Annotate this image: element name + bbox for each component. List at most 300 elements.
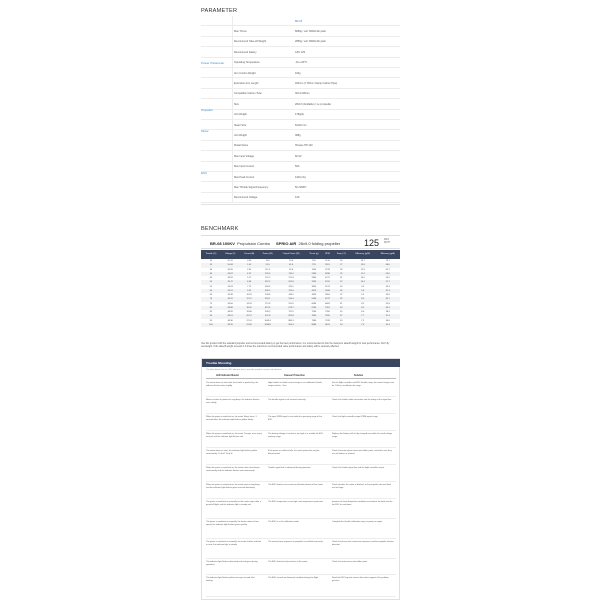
max-watt-unit (384, 239, 390, 245)
benchmark-cell: 618.7 (259, 297, 277, 301)
benchmark-cell: 7.5 (361, 319, 365, 322)
parameter-row (201, 78, 400, 88)
benchmark-cell: 48.69 (227, 311, 233, 314)
benchmark-cell: 50 (201, 280, 221, 284)
trouble-solution: Complete the throttle calibration steps or power on again. (332, 521, 383, 523)
trouble-solution: Read the ESC log and contact after-sales support if the problem persists. (332, 577, 389, 582)
benchmark-cell: 36.0 (385, 319, 390, 322)
benchmark-cell: 2.35 (247, 268, 252, 271)
benchmark-cell: 7.4 (350, 323, 375, 327)
benchmark-cell: 9.9 (361, 285, 365, 288)
benchmark-cell: 80 (201, 306, 221, 310)
benchmark-cell: 13.0 (265, 260, 270, 262)
parameter-value: -10~+50°C (295, 61, 308, 65)
parameter-value: 462mm (7.05mm Clamp Carbon Pipe) (295, 81, 338, 85)
benchmark-cell: 2330 (305, 272, 322, 276)
benchmark-cell: 190 (312, 260, 316, 262)
parameter-label: Max Peak Current (234, 175, 255, 179)
trouble-cause: The motor phase sequence or propeller is installed incorrectly. (268, 541, 323, 543)
benchmark-cell: 68.6 (375, 263, 400, 267)
benchmark-cell: 4271 (325, 277, 330, 280)
trouble-row (206, 448, 396, 465)
trouble-cause: Throttle signal lost or abnormal during operation. (268, 467, 312, 469)
benchmark-cell: 49 (340, 319, 343, 322)
benchmark-column-header: Temp (°C) (333, 250, 350, 259)
parameter-row (201, 151, 400, 161)
trouble-row (206, 499, 396, 519)
benchmark-column-header: Efficiency (g/A) (375, 250, 400, 259)
parameter-divider (232, 16, 233, 203)
benchmark-cell: 54.2 (385, 277, 390, 280)
parameter-label: Recommend Take-off Weight (234, 40, 267, 44)
benchmark-cell: 880.3 (288, 319, 294, 322)
benchmark-cell: 48.15 (221, 323, 240, 327)
trouble-cause: The ESC detected a phase loss of the motor. (268, 561, 308, 563)
benchmark-cell: 205.5 (259, 272, 277, 276)
benchmark-cell: 1134 (325, 260, 330, 262)
benchmark-cell: 35.4 (375, 323, 400, 327)
benchmark-cell: 7260 (311, 311, 317, 314)
benchmark-cell: 48.88 (221, 306, 240, 310)
trouble-cause: The ESC is in the calibration mode. (268, 521, 300, 523)
benchmark-cell: 6080 (311, 302, 317, 305)
benchmark-cell: 8080 (305, 323, 322, 327)
benchmark-cell: 28 (340, 268, 343, 271)
benchmark-cell: 43 (333, 306, 350, 310)
benchmark-cell: 316.2 (259, 280, 277, 284)
benchmark-cell: 26 (340, 260, 343, 262)
benchmark-header (201, 235, 400, 249)
benchmark-cell: 41.8 (385, 302, 390, 305)
benchmark-cell: 90 (201, 314, 221, 318)
benchmark-header-row (201, 250, 400, 259)
benchmark-cell: 10 (209, 260, 213, 262)
trouble-row (206, 397, 396, 414)
benchmark-note: Use this product with the standard propeller and recommended battery to get the best performance; it is recommended to limit the maximum takeoff weight for best performance. Don't fly overweight. If the takeoff weight exceeds 1.5 times the maximum recommended value performance and safety will be seriously affected. (201, 343, 390, 349)
benchmark-cell: 720 (305, 263, 322, 267)
benchmark-cell: 903.4 (277, 323, 306, 327)
benchmark-cell: 1098.8 (259, 323, 277, 327)
benchmark-cell: 52.6 (259, 263, 277, 267)
benchmark-cell: 70 (201, 297, 221, 301)
benchmark-cell: 9.22 (240, 289, 259, 293)
benchmark-cell: 822.8 (277, 314, 306, 318)
benchmark-cell: 0.26 (247, 260, 252, 262)
trouble-cause: The input PWM signal is not within the operating range of the ESC. (268, 416, 323, 421)
parameter-row (201, 99, 400, 109)
benchmark-cell: 49.3 (385, 285, 390, 288)
col-led-indicator: LED Indicator/Sound (216, 374, 239, 377)
benchmark-cell: 3836 (322, 272, 332, 276)
benchmark-cell: 29 (333, 272, 350, 276)
benchmark-cell: 3820 (311, 285, 317, 288)
benchmark-cell: 456.5 (259, 289, 277, 293)
benchmark-cell: 49.22 (221, 297, 240, 301)
trouble-indicator: When the power is switched on, the motor 'Tweeps' once every second, and the indicator light flashes red. (206, 433, 262, 438)
benchmark-cell: 7396 (325, 311, 330, 314)
benchmark-cell: 7.75 (247, 285, 252, 288)
trouble-row (206, 519, 396, 539)
col-solution: Solution (354, 374, 364, 377)
trouble-cause: The throttle signal is not received correctly. (268, 399, 306, 401)
benchmark-column-header: Thrust (g) (305, 250, 322, 259)
parameter-header-row (201, 16, 400, 26)
benchmark-column-header: Current (A) (240, 250, 259, 259)
trouble-solution: Check the throttle cable connection and the wiring of the signal line. (332, 399, 392, 401)
benchmark-cell: 14.53 (246, 302, 252, 305)
trouble-row (206, 559, 396, 575)
benchmark-column-header: RPM (322, 250, 332, 259)
benchmark-cell: 7.7 (350, 314, 375, 318)
parameter-value: 50~500Hz (295, 185, 307, 189)
benchmark-cell: 6700 (305, 306, 322, 310)
benchmark-cell: 5.17 (247, 277, 252, 280)
benchmark-cell: 38.9 (385, 311, 390, 314)
benchmark-cell: 50 (333, 323, 350, 327)
parameter-label: Compatible Carbon Tube (234, 92, 262, 96)
benchmark-cell: 514.4 (277, 297, 306, 301)
parameter-group-label: Motor (201, 128, 209, 133)
benchmark-cell: 85 (209, 311, 213, 314)
parameter-row (201, 47, 400, 57)
benchmark-cell: 591.0 (288, 302, 294, 305)
parameter-row (201, 110, 400, 120)
benchmark-body (201, 259, 400, 327)
benchmark-cell: 18.68 (246, 311, 252, 314)
parameter-value: 120A (3s) (295, 175, 306, 179)
benchmark-table (201, 250, 400, 327)
trouble-indicator: Motor not start on power-on, long beep, the indicator flashes once slowly. (206, 399, 260, 404)
parameter-value: 50A (295, 165, 300, 169)
benchmark-cell: 65 (209, 294, 213, 297)
benchmark-cell: 4370 (305, 289, 322, 293)
benchmark-cell: 379.0 (277, 289, 306, 293)
benchmark-cell: 117.5 (265, 268, 271, 271)
benchmark-cell: 1069.4 (264, 319, 271, 322)
propeller-name: SPRIO AIR (276, 240, 297, 246)
parameter-label: Operating Temperature (234, 61, 260, 65)
benchmark-cell: 712.8 (265, 302, 271, 305)
trouble-indicator: The motor does not start after the throttle is pushed up; the indicator flashes twice rapidly. (206, 382, 259, 387)
trouble-solution: Check the motor phase wires and solder joints, and make sure they are not broken or shorted. (332, 450, 392, 455)
parameter-group-label: Power Parameter (201, 61, 225, 66)
benchmark-cell: 4702 (322, 280, 332, 284)
benchmark-cell: 9.2 (361, 294, 365, 297)
trouble-row (206, 380, 396, 397)
parameter-value: 910g (295, 71, 301, 75)
parameter-row (201, 172, 400, 182)
benchmark-cell: 31 (340, 277, 343, 280)
benchmark-cell: 49.81 (227, 277, 233, 280)
benchmark-cell: 7980 (311, 319, 317, 322)
trouble-row (206, 431, 396, 448)
benchmark-cell: 37 (340, 294, 343, 297)
benchmark-cell: 40.3 (375, 306, 400, 310)
benchmark-cell: 41.6 (277, 263, 306, 267)
parameter-value: 30mm/28mm (295, 92, 310, 96)
benchmark-column-header: Output Power (W) (277, 250, 306, 259)
parameter-value: LiPo 12S (295, 50, 306, 54)
col-causes: Causes/ Protection (284, 374, 305, 377)
benchmark-cell: 6663 (325, 302, 330, 305)
parameter-label: Max Input Voltage (234, 154, 255, 158)
parameter-row (201, 120, 400, 130)
benchmark-cell: 11.4 (350, 272, 375, 276)
trouble-shooting-subtitle: The table below lists the LED indicator status, possible problem causes and solutions. (206, 369, 282, 371)
benchmark-cell: 533.8 (265, 294, 271, 297)
trouble-indicator: When the power is switched on, the motor emits short beeps continuously and the indicator flashes red continuously. (206, 467, 260, 472)
parameter-group-label: ESC (201, 170, 208, 175)
benchmark-cell: 37.4 (375, 314, 400, 318)
benchmark-cell: 32 (333, 280, 350, 284)
benchmark-cell: 5894 (325, 294, 330, 297)
benchmark-cell: 7699 (322, 314, 332, 318)
benchmark-cell: 444.5 (288, 294, 294, 297)
benchmark-cell: 49.63 (227, 285, 233, 288)
benchmark-cell: 55 (209, 285, 213, 288)
parameter-label: Max Input Current (234, 165, 255, 169)
parameter-value: 81x20 mm (295, 123, 307, 127)
trouble-indicator: The power is switched on normally; the motor shakes and fails to start; the indicator light is steady. (206, 541, 262, 546)
benchmark-cell: 3290 (305, 280, 322, 284)
benchmark-cell: 673.7 (277, 306, 306, 310)
trouble-solution: Check the motor wires and solder joints. (332, 561, 368, 563)
benchmark-cell: 5508 (322, 289, 332, 293)
parameter-value: 178g/2p (295, 113, 305, 117)
parameter-label: Max Thrust (234, 29, 247, 33)
benchmark-cell: 212.4 (288, 277, 294, 280)
benchmark-cell: 10.81 (246, 294, 252, 297)
benchmark-cell: 49.06 (227, 302, 233, 305)
benchmark-cell: 13.8 (350, 263, 375, 267)
trouble-cause: The battery voltage is too low or too high; it is outside the ESC working range. (268, 433, 324, 438)
parameter-bottom-rule (201, 204, 400, 205)
benchmark-cell: 36 (333, 289, 350, 293)
benchmark-cell: 56.6 (375, 272, 400, 276)
benchmark-cell: 752.5 (288, 311, 294, 314)
parameter-label: Recommend battery (234, 50, 257, 54)
benchmark-cell: 20 (201, 263, 221, 267)
benchmark-cell: 2978 (325, 268, 330, 271)
benchmark-cell: 6.36 (240, 280, 259, 284)
benchmark-cell: 7933 (325, 319, 330, 322)
benchmark-cell: 8011 (322, 323, 332, 327)
benchmark-cell: 49.99 (227, 268, 233, 271)
trouble-indicator: The indicator light flashes yellow once per second after landing. (206, 577, 255, 582)
benchmark-cell: 22.14 (246, 319, 252, 322)
benchmark-cell: 22.82 (240, 323, 259, 327)
benchmark-cell: 10.4 (350, 280, 375, 284)
parameter-value: 12S (295, 196, 300, 200)
benchmark-cell: 2051 (322, 263, 332, 267)
benchmark-column-header: Throttle (%) (201, 250, 221, 259)
benchmark-cell: 14.7 (360, 260, 365, 262)
benchmark-cell: 49.87 (221, 272, 240, 276)
trouble-indicator: The power is switched on normally, but the motor stops after a period of flight, and the indicator light is steady red. (206, 501, 261, 506)
benchmark-cell: 384.6 (265, 285, 271, 288)
parameter-label: Unit Weight (234, 113, 247, 117)
parameter-label: Model Name (234, 144, 249, 148)
trouble-solution: Check whether the motor is blocked, or the propeller size and load are too large. (332, 484, 391, 489)
propeller-title (276, 241, 340, 246)
benchmark-cell: 43.7 (375, 297, 400, 301)
benchmark-cell: 60 (201, 289, 221, 293)
motor-desc: Propulsion Combo (237, 240, 271, 246)
benchmark-cell: 30 (209, 268, 213, 271)
trouble-indicator: The power is switched on normally, the motor rotates at low speed, the indicator light flashes green quickly. (206, 521, 259, 526)
parameter-row (201, 37, 400, 47)
benchmark-cell: 5123 (325, 285, 330, 288)
benchmark-cell: 261.8 (277, 280, 306, 284)
parameter-value: 28x9.0 (Foldable) / 1+1 propeller (295, 102, 332, 106)
trouble-indicator: The motor does not start, the indicator light flashes yellow continuously: 'Di di di' 'Di di di'. (206, 450, 258, 455)
trouble-indicator: The indicator light flashes alternately red and green during operation. (206, 561, 258, 566)
benchmark-cell: 170.0 (277, 272, 306, 276)
parameter-title: PARAMETER (201, 8, 238, 14)
benchmark-cell: 12.57 (240, 297, 259, 301)
motor-title (210, 241, 270, 246)
trouble-solution: Check the phase wire connection sequence and the propeller rotation direction. (332, 541, 394, 546)
parameter-row (201, 89, 400, 99)
propeller-desc: 28x9.0 folding propeller (298, 240, 341, 246)
max-watt-value: 125 (364, 238, 380, 248)
trouble-solution: Check the throttle signal line and the flight controller output. (332, 467, 385, 469)
benchmark-cell: 45 (209, 277, 213, 280)
parameter-label: Extension Arm Length (234, 81, 259, 85)
trouble-solution: Improve the heat dissipation conditions and reduce the load; wait for the ESC to cool down. (332, 501, 393, 506)
benchmark-cell: 47 (333, 314, 350, 318)
trouble-row (206, 575, 396, 597)
parameter-group-label: Propeller (201, 108, 214, 113)
parameter-value: 388g (295, 133, 301, 137)
benchmark-cell: 41 (340, 302, 343, 305)
benchmark-cell: 100 (201, 323, 221, 327)
trouble-row (206, 482, 396, 499)
benchmark-cell: 16.62 (240, 306, 259, 310)
benchmark-cell: 5490 (305, 297, 322, 301)
benchmark-cell: 909.5 (265, 311, 271, 314)
benchmark-cell: 40 (201, 272, 221, 276)
trouble-solution: Set the flight controller and ESC throttle range; the neutral range must be 1.05ms; recalibrate the range. (332, 382, 394, 387)
benchmark-cell: 8.0 (361, 311, 365, 314)
benchmark-cell: 61.7 (385, 268, 390, 271)
benchmark-cell: 10.0 (289, 260, 294, 262)
parameter-value: Hinelee HP-120 (295, 144, 313, 148)
trouble-shooting-columns (206, 373, 396, 379)
parameter-row (201, 162, 400, 172)
parameter-row (201, 193, 400, 203)
trouble-cause: The ESC temperature is too high; over-temperature protection. (268, 501, 324, 503)
trouble-solution: Replace the battery with a fully charged one within the rated voltage range. (332, 433, 393, 438)
benchmark-cell: 257.5 (265, 277, 271, 280)
benchmark-cell: 45.6 (385, 294, 390, 297)
parameter-label: Unit Weight (234, 133, 247, 137)
benchmark-cell: 1.05 (240, 263, 259, 267)
benchmark-column-header: Power (W) (259, 250, 277, 259)
benchmark-cell: 4.12 (240, 272, 259, 276)
parameter-row (201, 182, 400, 192)
benchmark-cell: 95.6 (289, 268, 294, 271)
benchmark-cell: 73.1 (385, 260, 390, 262)
trouble-row (206, 465, 396, 482)
parameter-row (201, 26, 400, 36)
benchmark-cell: 75 (209, 302, 213, 305)
trouble-indicator: When the power is switched on, the motor emits a long beep, and the indicator light flashes green and red alternately. (206, 484, 261, 489)
benchmark-cell: 51.7 (375, 280, 400, 284)
max-watt-unit-2: WATT (384, 241, 391, 244)
parameter-row (201, 141, 400, 151)
benchmark-cell: 49.38 (227, 294, 233, 297)
trouble-cause: The ESC records an abnormal condition during this flight. (268, 577, 319, 579)
trouble-cause: The ESC detects over-current or blocked rotation of the motor. (268, 484, 324, 486)
benchmark-cell: 39 (333, 297, 350, 301)
parameter-row (201, 58, 400, 68)
benchmark-cell: 4930 (311, 294, 317, 297)
parameter-label: Size (234, 102, 239, 106)
benchmark-title: BENCHMARK (201, 226, 239, 232)
trouble-cause: If the power-on self-test fails, the motor phase line may be disconnected. (268, 450, 320, 455)
parameter-row (201, 130, 400, 140)
benchmark-cell: 7690 (305, 314, 322, 318)
benchmark-cell: 12.3 (360, 268, 365, 271)
trouble-row (206, 414, 396, 431)
model-name: BR-08 (295, 19, 303, 23)
benchmark-cell: 50.12 (227, 260, 233, 262)
parameter-label: Arm Combo Weight (234, 71, 256, 75)
trouble-solution: Check the flight controller output PWM signal range. (332, 416, 379, 418)
trouble-shooting-title: Trouble Shooting (206, 361, 232, 366)
benchmark-cell: 34 (340, 285, 343, 288)
parameter-label: Stator Size (234, 123, 247, 127)
benchmark-cell: 1450 (311, 268, 317, 271)
benchmark-cell: 8.5 (361, 302, 365, 305)
parameter-row (201, 68, 400, 78)
benchmark-row (201, 323, 400, 327)
parameter-value: 60.9V (295, 154, 302, 158)
benchmark-cell: 50.08 (221, 263, 240, 267)
parameter-value: 8080g / cell: 8600mAh pack (295, 29, 326, 33)
trouble-cause: High throttle or throttle neutral range is not calibrated; throttle range must be ~7ms. (268, 382, 322, 387)
benchmark-cell: 45 (340, 311, 343, 314)
benchmark-cell: 8.9 (350, 297, 375, 301)
benchmark-column-header: Voltage (V) (221, 250, 240, 259)
benchmark-cell: 27 (333, 263, 350, 267)
parameter-value: 2850g / cell: 8600mAh pack (295, 40, 326, 44)
benchmark-cell: 10.9 (360, 277, 365, 280)
benchmark-cell: 7051 (322, 306, 332, 310)
benchmark-cell: 812.4 (259, 306, 277, 310)
benchmark-cell: 319.2 (288, 285, 294, 288)
parameter-label: Recommend Voltage (234, 196, 258, 200)
benchmark-column-header: Efficiency (g/W) (350, 250, 375, 259)
benchmark-cell: 95 (209, 319, 213, 322)
parameter-label: Max Throttle Signal Frequency (234, 185, 268, 189)
benchmark-cell: 49.51 (221, 289, 240, 293)
benchmark-cell: 9.6 (350, 289, 375, 293)
max-watt-unit-1: MAX (384, 238, 389, 241)
trouble-shooting-bar (202, 359, 400, 367)
benchmark-cell: 8.2 (350, 306, 375, 310)
benchmark-cell: 48.30 (227, 319, 233, 322)
trouble-shooting-box (201, 358, 400, 600)
trouble-row (206, 539, 396, 559)
benchmark-cell: 48.51 (221, 314, 240, 318)
benchmark-cell: 47.4 (375, 289, 400, 293)
benchmark-cell: 6272 (322, 297, 332, 301)
benchmark-cell: 20.57 (240, 314, 259, 318)
motor-name: BR-08 100KV (210, 240, 235, 246)
benchmark-cell: 49.72 (221, 280, 240, 284)
